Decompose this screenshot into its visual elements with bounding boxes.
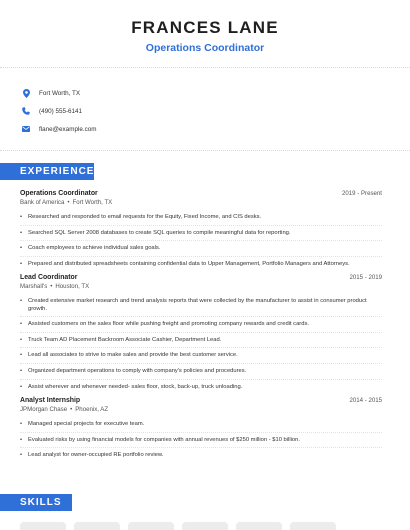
job-entry [20, 274, 382, 398]
bullet-item: • Assist wherever and whenever needed- sales floor, stock, back-up, truck unloading. [20, 384, 382, 395]
skill-chip [74, 522, 120, 530]
contact-phone-text: (490) 555-6141 [39, 107, 83, 115]
job-entry [20, 397, 382, 467]
bullet-item: • Evaluated risks by using financial models for companies with annual revenues of $250 million - $10 billion. [20, 437, 382, 449]
contact-email [22, 120, 97, 138]
bullet-item: • Researched and responded to email requests for the Equity, Fixed Income, and CIS desks. [20, 214, 382, 226]
skill-chip [128, 522, 174, 530]
bullet-item: • Prepared and distributed spreadsheets containing confidential data to Upper Management, Portfolio Managers and Attorneys. [20, 261, 382, 272]
candidate-title: Operations Coordinator [145, 42, 265, 54]
bullet-item: • Truck Team AD Placement Backroom Associate Cashier, Department Lead. [20, 337, 382, 349]
bullet-item: • Searched SQL Server 2008 databases to create SQL queries to compile meaningful data for reporting. [20, 230, 382, 242]
skills-section-heading: SKILLS [0, 494, 72, 511]
contact-phone [22, 102, 97, 120]
bullet-item: • Assisted customers on the sales floor while pushing freight and promoting company rewards and credit cards. [20, 321, 382, 333]
bullet-item: • Organized department operations to comply with company's policies and procedures. [20, 368, 382, 380]
contact-email-text: flane@example.com [39, 125, 97, 133]
job-company: Bank of America [20, 199, 65, 206]
skill-chip [290, 522, 336, 530]
job-location: Fort Worth, TX [72, 199, 113, 206]
skill-chip [236, 522, 282, 530]
skills-list [20, 522, 336, 530]
job-dates: 2014 - 2015 [349, 397, 382, 404]
skill-chip [182, 522, 228, 530]
envelope-icon [22, 125, 30, 133]
bullet-item: • Coach employees to achieve individual sales goals. [20, 245, 382, 257]
job-location: Phoenix, AZ [75, 406, 109, 413]
contact-location [22, 84, 97, 102]
candidate-name: FRANCES LANE [131, 18, 279, 37]
job-location: Houston, TX [55, 283, 90, 290]
divider [0, 150, 410, 151]
job-bullets [20, 298, 382, 394]
bullet-item: • Lead analyst for owner-occupied RE portfolio review. [20, 452, 382, 463]
resume-header [0, 18, 410, 54]
job-title: Lead Coordinator [20, 274, 78, 281]
job-company-line: JPMorgan Chase • Phoenix, AZ [20, 406, 109, 413]
job-title: Analyst Internship [20, 397, 81, 404]
job-company-line: Bank of America • Fort Worth, TX [20, 199, 113, 206]
job-company-line: Marshall's • Houston, TX [20, 283, 90, 290]
job-dates: 2019 - Present [342, 190, 382, 197]
job-company: JPMorgan Chase [20, 406, 68, 413]
job-bullets [20, 214, 382, 271]
map-pin-icon [22, 89, 30, 97]
contact-location-text: Fort Worth, TX [39, 89, 81, 97]
phone-icon [22, 107, 30, 115]
job-dates: 2015 - 2019 [349, 274, 382, 281]
experience-section-heading: EXPERIENCE [0, 163, 94, 180]
job-title: Operations Coordinator [20, 190, 98, 197]
divider [0, 67, 410, 68]
contact-list [22, 84, 97, 138]
skill-chip [20, 522, 66, 530]
bullet-item: • Created extensive market research and trend analysis reports that were collected by the manufacturer to assist in consumer product growth. [20, 298, 382, 317]
bullet-item: • Lead all associates to strive to make sales and provide the best customer service. [20, 352, 382, 364]
job-bullets [20, 421, 382, 463]
job-company: Marshall's [20, 283, 48, 290]
job-entry [20, 190, 382, 275]
bullet-item: • Managed special projects for executive team. [20, 421, 382, 433]
